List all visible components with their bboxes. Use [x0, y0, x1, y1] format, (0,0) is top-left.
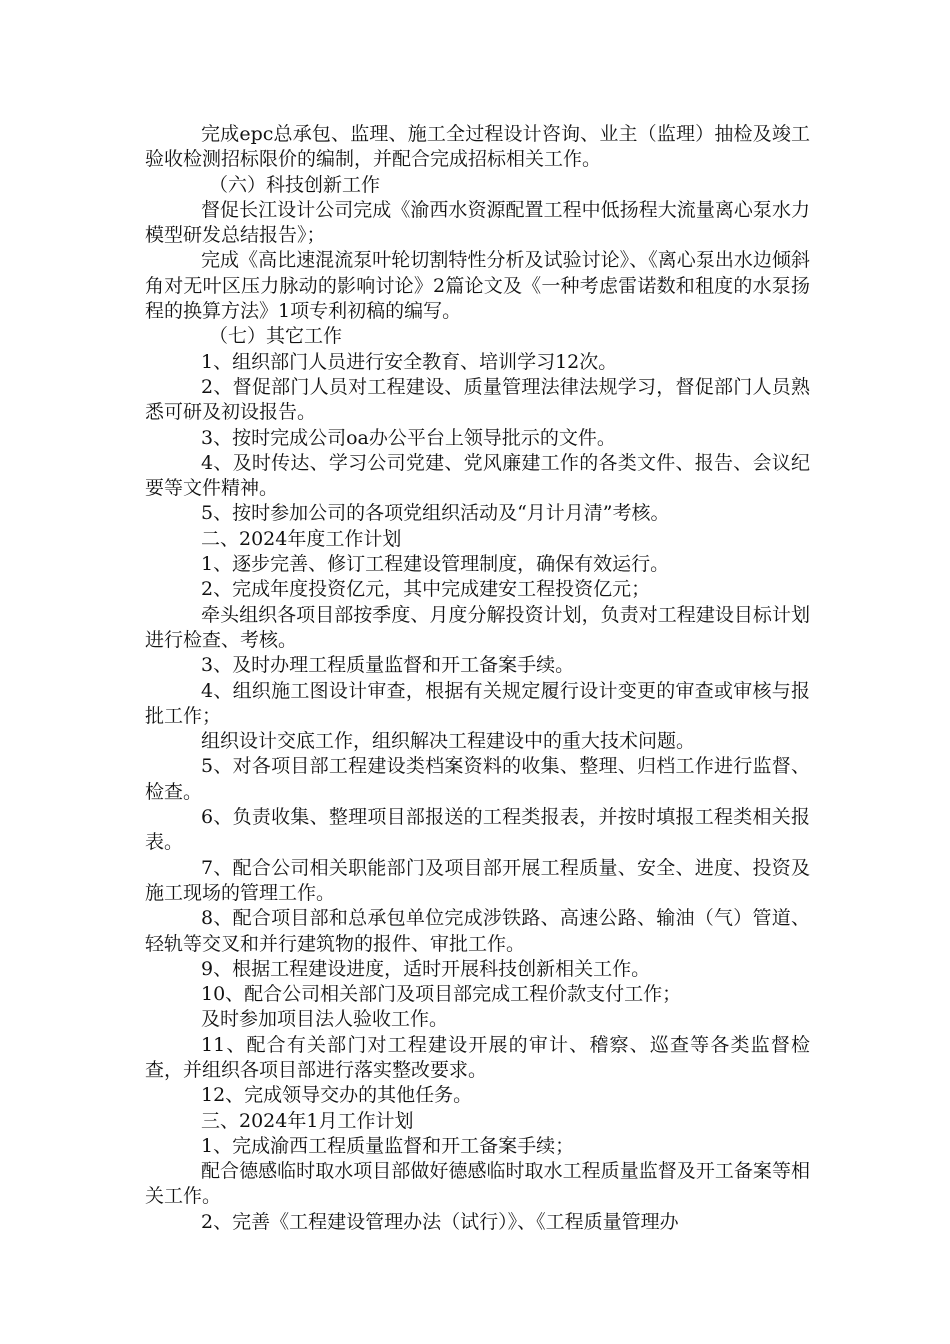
list-item: 4、及时传达、学习公司党建、党风廉建工作的各类文件、报告、会议纪要等文件精神。	[145, 451, 810, 500]
section-heading: 三、2024年1月工作计划	[201, 1109, 414, 1132]
list-item: 2、完善《工程建设管理办法（试行）》、《工程质量管理办	[201, 1210, 679, 1233]
list-item: 3、及时办理工程质量监督和开工备案手续。	[201, 654, 575, 677]
list-item: 1、逐步完善、修订工程建设管理制度，确保有效运行。	[201, 553, 670, 576]
paragraph: 督促长江设计公司完成《渝西水资源配置工程中低扬程大流量离心泵水力模型研发总结报告》；	[145, 198, 810, 247]
list-item: 2、督促部门人员对工程建设、质量管理法律法规学习，督促部门人员熟悉可研及初设报告。	[145, 375, 810, 424]
list-item: 1、完成渝西工程质量监督和开工备案手续；	[201, 1134, 575, 1157]
list-item: 1、组织部门人员进行安全教育、培训学习12次。	[201, 350, 618, 373]
list-item: 8、配合项目部和总承包单位完成涉铁路、高速公路、输油（气）管道、轻轨等交叉和并行建筑物的报件、审批工作。	[145, 907, 810, 955]
list-item: 6、负责收集、整理项目部报送的工程类报表，并按时填报工程类相关报表。	[145, 806, 810, 854]
list-item: 11、配合有关部门对工程建设开展的审计、稽察、巡查等各类监督检查，并组织各项目部进行落实整改要求。	[145, 1033, 810, 1081]
paragraph: 及时参加项目法人验收工作。	[201, 1008, 449, 1031]
paragraph: 组织设计交底工作，组织解决工程建设中的重大技术问题。	[201, 730, 696, 753]
document-page	[145, 122, 810, 1235]
list-item: 12、完成领导交办的其他任务。	[201, 1084, 473, 1107]
section-heading: 二、2024年度工作计划	[201, 527, 402, 550]
section-heading: （六）科技创新工作	[209, 173, 381, 196]
paragraph: 完成《高比速混流泵叶轮切割特性分析及试验讨论》、《离心泵出水边倾斜角对无叶区压力脉动的影响讨论》2篇论文及《一种考虑雷诺数和租度的水泵扬程的换算方法》1项专利初稿的编写。	[145, 249, 810, 323]
section-heading: （七）其它工作	[209, 325, 343, 348]
list-item: 2、完成年度投资亿元，其中完成建安工程投资亿元；	[201, 578, 651, 601]
list-item: 3、按时完成公司oa办公平台上领导批示的文件。	[201, 426, 616, 449]
paragraph: 完成epc总承包、监理、施工全过程设计咨询、业主（监理）抽检及竣工验收检测招标限价的编制，并配合完成招标相关工作。	[145, 123, 810, 171]
list-item: 5、对各项目部工程建设类档案资料的收集、整理、归档工作进行监督、检查。	[145, 755, 810, 803]
list-item: 5、按时参加公司的各项党组织活动及“月计月清”考核。	[201, 502, 670, 525]
list-item: 9、根据工程建设进度，适时开展科技创新相关工作。	[201, 957, 651, 980]
list-item: 10、配合公司相关部门及项目部完成工程价款支付工作；	[201, 983, 682, 1006]
paragraph: 牵头组织各项目部按季度、月度分解投资计划，负责对工程建设目标计划进行检查、考核。	[145, 603, 810, 651]
paragraph: 配合德感临时取水项目部做好德感临时取水工程质量监督及开工备案等相关工作。	[145, 1160, 810, 1208]
list-item: 7、配合公司相关职能部门及项目部开展工程质量、安全、进度、投资及施工现场的管理工作。	[145, 856, 810, 904]
list-item: 4、组织施工图设计审查，根据有关规定履行设计变更的审查或审核与报批工作；	[145, 679, 810, 727]
